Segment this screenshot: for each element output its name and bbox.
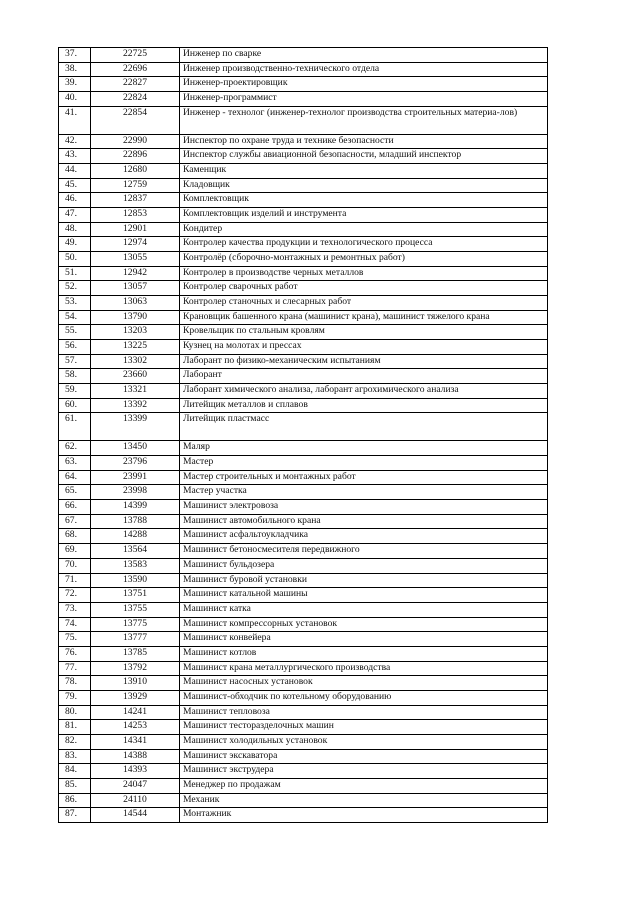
table-row: [59, 48, 548, 63]
profession-code: 14393: [91, 764, 180, 779]
profession-name: Машинист конвейера: [180, 632, 548, 647]
table-row: [59, 558, 548, 573]
table-row: [59, 296, 548, 311]
table-row: [59, 690, 548, 705]
table-row: [59, 178, 548, 193]
table-row: [59, 413, 548, 441]
table-row: [59, 764, 548, 779]
row-number: 54.: [59, 310, 91, 325]
profession-name: Мастер: [180, 456, 548, 471]
table-row: [59, 720, 548, 735]
row-number: 39.: [59, 77, 91, 92]
row-number: 79.: [59, 690, 91, 705]
row-number: 68.: [59, 529, 91, 544]
table-row: [59, 398, 548, 413]
table-row: [59, 676, 548, 691]
row-number: 87.: [59, 808, 91, 823]
profession-code: 13785: [91, 646, 180, 661]
profession-name: Машинист крана металлургического производства: [180, 661, 548, 676]
table-row: [59, 514, 548, 529]
profession-name: Машинист тепловоза: [180, 705, 548, 720]
row-number: 65.: [59, 485, 91, 500]
profession-code: 13063: [91, 296, 180, 311]
profession-code: 13057: [91, 281, 180, 296]
row-number: 66.: [59, 500, 91, 515]
profession-name: Машинист катка: [180, 602, 548, 617]
table-row: [59, 252, 548, 267]
row-number: 38.: [59, 62, 91, 77]
row-number: 46.: [59, 193, 91, 208]
row-number: 84.: [59, 764, 91, 779]
table-row: [59, 602, 548, 617]
row-number: 59.: [59, 384, 91, 399]
row-number: 51.: [59, 266, 91, 281]
profession-name: Машинист котлов: [180, 646, 548, 661]
profession-name: Машинист компрессорных установок: [180, 617, 548, 632]
table-row: [59, 340, 548, 355]
profession-code: 12901: [91, 222, 180, 237]
profession-name: Инспектор службы авиационной безопасности, младший инспектор: [180, 149, 548, 164]
table-row: [59, 164, 548, 179]
profession-code: 14241: [91, 705, 180, 720]
row-number: 58.: [59, 369, 91, 384]
profession-name: Машинист автомобильного крана: [180, 514, 548, 529]
profession-code: 12680: [91, 164, 180, 179]
profession-code: 13792: [91, 661, 180, 676]
row-number: 78.: [59, 676, 91, 691]
profession-code: 14288: [91, 529, 180, 544]
profession-name: Кровельщик по стальным кровлям: [180, 325, 548, 340]
profession-name: Машинист экскаватора: [180, 749, 548, 764]
profession-code: 22696: [91, 62, 180, 77]
row-number: 61.: [59, 413, 91, 441]
row-number: 77.: [59, 661, 91, 676]
row-number: 74.: [59, 617, 91, 632]
table-row: [59, 632, 548, 647]
row-number: 71.: [59, 573, 91, 588]
profession-name: Менеджер по продажам: [180, 778, 548, 793]
table-row: [59, 588, 548, 603]
profession-code: 22725: [91, 48, 180, 63]
profession-name: Машинист-обходчик по котельному оборудованию: [180, 690, 548, 705]
profession-name: Мастер строительных и монтажных работ: [180, 470, 548, 485]
table-row: [59, 456, 548, 471]
table-row: [59, 573, 548, 588]
profession-code: 13929: [91, 690, 180, 705]
profession-name: Машинист бетоносмесителя передвижного: [180, 544, 548, 559]
profession-code: 13775: [91, 617, 180, 632]
row-number: 50.: [59, 252, 91, 267]
profession-name: Инженер производственно-технического отдела: [180, 62, 548, 77]
profession-name: Кузнец на молотах и прессах: [180, 340, 548, 355]
profession-code: 22990: [91, 134, 180, 149]
table-row: [59, 281, 548, 296]
row-number: 42.: [59, 134, 91, 149]
profession-name: Кладовщик: [180, 178, 548, 193]
table-row: [59, 470, 548, 485]
profession-code: 13302: [91, 354, 180, 369]
row-number: 81.: [59, 720, 91, 735]
profession-name: Машинист экструдера: [180, 764, 548, 779]
table-row: [59, 661, 548, 676]
profession-name: Монтажник: [180, 808, 548, 823]
row-number: 67.: [59, 514, 91, 529]
row-number: 76.: [59, 646, 91, 661]
profession-code: 14399: [91, 500, 180, 515]
table-row: [59, 62, 548, 77]
row-number: 70.: [59, 558, 91, 573]
table-row: [59, 134, 548, 149]
table-row: [59, 149, 548, 164]
table-row: [59, 808, 548, 823]
table-row: [59, 77, 548, 92]
table-row: [59, 354, 548, 369]
row-number: 83.: [59, 749, 91, 764]
row-number: 69.: [59, 544, 91, 559]
profession-code: 13777: [91, 632, 180, 647]
profession-code: 12759: [91, 178, 180, 193]
profession-code: 13055: [91, 252, 180, 267]
row-number: 62.: [59, 441, 91, 456]
row-number: 72.: [59, 588, 91, 603]
profession-code: 24047: [91, 778, 180, 793]
profession-code: 13203: [91, 325, 180, 340]
row-number: 41.: [59, 106, 91, 134]
table-row: [59, 106, 548, 134]
profession-name: Контролер в производстве черных металлов: [180, 266, 548, 281]
row-number: 37.: [59, 48, 91, 63]
table-row: [59, 529, 548, 544]
profession-name: Контролер станочных и слесарных работ: [180, 296, 548, 311]
row-number: 60.: [59, 398, 91, 413]
profession-name: Мастер участка: [180, 485, 548, 500]
profession-code: 24110: [91, 793, 180, 808]
table-row: [59, 384, 548, 399]
row-number: 82.: [59, 734, 91, 749]
profession-name: Инженер - технолог (инженер-технолог производства строительных материа-лов): [180, 106, 548, 134]
profession-code: 14253: [91, 720, 180, 735]
profession-name: Лаборант химического анализа, лаборант агрохимического анализа: [180, 384, 548, 399]
profession-code: 13321: [91, 384, 180, 399]
table-row: [59, 325, 548, 340]
table-row: [59, 92, 548, 107]
profession-name: Крановщик башенного крана (машинист крана), машинист тяжелого крана: [180, 310, 548, 325]
table-row: [59, 310, 548, 325]
row-number: 56.: [59, 340, 91, 355]
profession-code: 12974: [91, 237, 180, 252]
row-number: 73.: [59, 602, 91, 617]
profession-code: 14341: [91, 734, 180, 749]
profession-code: 23991: [91, 470, 180, 485]
profession-code: 22896: [91, 149, 180, 164]
profession-name: Контролер качества продукции и технологического процесса: [180, 237, 548, 252]
row-number: 48.: [59, 222, 91, 237]
profession-code: 13583: [91, 558, 180, 573]
table-row: [59, 617, 548, 632]
profession-name: Машинист асфальтоукладчика: [180, 529, 548, 544]
profession-code: 23660: [91, 369, 180, 384]
table-row: [59, 369, 548, 384]
row-number: 44.: [59, 164, 91, 179]
profession-code: 13751: [91, 588, 180, 603]
table-body: [59, 48, 548, 823]
profession-name: Инженер-проектировщик: [180, 77, 548, 92]
profession-name: Инспектор по охране труда и технике безопасности: [180, 134, 548, 149]
professions-table: [58, 47, 548, 823]
profession-name: Каменщик: [180, 164, 548, 179]
profession-name: Машинист тесторазделочных машин: [180, 720, 548, 735]
table-row: [59, 705, 548, 720]
profession-code: 13564: [91, 544, 180, 559]
row-number: 40.: [59, 92, 91, 107]
row-number: 57.: [59, 354, 91, 369]
profession-name: Кондитер: [180, 222, 548, 237]
table-row: [59, 734, 548, 749]
row-number: 49.: [59, 237, 91, 252]
table-row: [59, 485, 548, 500]
row-number: 55.: [59, 325, 91, 340]
table-row: [59, 208, 548, 223]
row-number: 85.: [59, 778, 91, 793]
row-number: 64.: [59, 470, 91, 485]
profession-code: 22827: [91, 77, 180, 92]
row-number: 75.: [59, 632, 91, 647]
table-row: [59, 266, 548, 281]
profession-name: Машинист холодильных установок: [180, 734, 548, 749]
profession-name: Машинист бульдозера: [180, 558, 548, 573]
table-row: [59, 793, 548, 808]
row-number: 53.: [59, 296, 91, 311]
profession-code: 23998: [91, 485, 180, 500]
profession-name: Литейщик пластмасс: [180, 413, 548, 441]
profession-name: Литейщик металлов и сплавов: [180, 398, 548, 413]
row-number: 47.: [59, 208, 91, 223]
profession-name: Контролёр (сборочно-монтажных и ремонтных работ): [180, 252, 548, 267]
profession-name: Машинист насосных установок: [180, 676, 548, 691]
profession-name: Машинист катальной машины: [180, 588, 548, 603]
table-row: [59, 749, 548, 764]
row-number: 86.: [59, 793, 91, 808]
profession-name: Контролер сварочных работ: [180, 281, 548, 296]
profession-name: Маляр: [180, 441, 548, 456]
profession-name: Инженер по сварке: [180, 48, 548, 63]
row-number: 63.: [59, 456, 91, 471]
table-row: [59, 778, 548, 793]
profession-code: 12837: [91, 193, 180, 208]
profession-code: 13590: [91, 573, 180, 588]
profession-code: 13755: [91, 602, 180, 617]
table-row: [59, 193, 548, 208]
profession-name: Машинист электровоза: [180, 500, 548, 515]
profession-code: 23796: [91, 456, 180, 471]
table-row: [59, 646, 548, 661]
profession-code: 22824: [91, 92, 180, 107]
table-row: [59, 222, 548, 237]
profession-code: 13225: [91, 340, 180, 355]
profession-name: Комплектовщик изделий и инструмента: [180, 208, 548, 223]
profession-code: 13399: [91, 413, 180, 441]
profession-code: 13392: [91, 398, 180, 413]
profession-code: 22854: [91, 106, 180, 134]
profession-name: Механик: [180, 793, 548, 808]
profession-code: 13910: [91, 676, 180, 691]
profession-name: Лаборант по физико-механическим испытаниям: [180, 354, 548, 369]
table-row: [59, 441, 548, 456]
row-number: 80.: [59, 705, 91, 720]
profession-code: 12942: [91, 266, 180, 281]
table-row: [59, 500, 548, 515]
profession-code: 14388: [91, 749, 180, 764]
profession-code: 13788: [91, 514, 180, 529]
profession-name: Машинист буровой установки: [180, 573, 548, 588]
profession-code: 13450: [91, 441, 180, 456]
profession-code: 13790: [91, 310, 180, 325]
row-number: 45.: [59, 178, 91, 193]
table-row: [59, 544, 548, 559]
profession-name: Инженер-программист: [180, 92, 548, 107]
profession-code: 14544: [91, 808, 180, 823]
profession-name: Лаборант: [180, 369, 548, 384]
row-number: 52.: [59, 281, 91, 296]
table-row: [59, 237, 548, 252]
row-number: 43.: [59, 149, 91, 164]
profession-name: Комплектовщик: [180, 193, 548, 208]
profession-code: 12853: [91, 208, 180, 223]
